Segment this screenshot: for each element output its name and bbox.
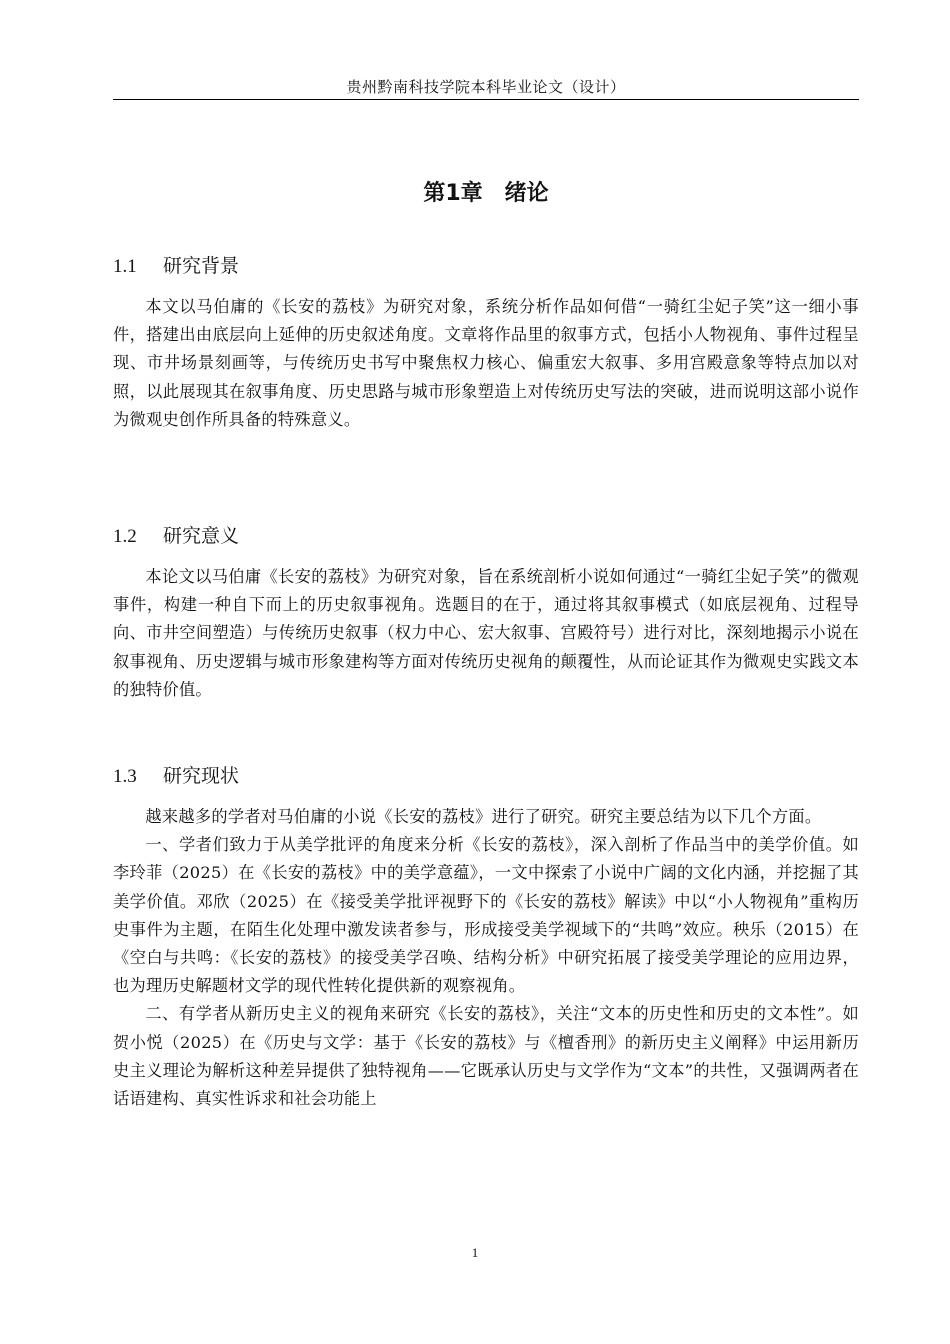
body-paragraph: 本论文以马伯庸《长安的荔枝》为研究对象，旨在系统剖析小说如何通过“一骑红尘妃子笑”的微观事件，构建一种自下而上的历史叙事视角。选题目的在于，通过将其叙事模式（如底层视角、过程导向、市井空间塑造）与传统历史叙事（权力中心、宏大叙事、宫殿符号）进行对比，深刻地揭示小说在叙事视角、历史逻辑与城市形象建构等方面对传统历史视角的颠覆性，从而论证其作为微观史实践文本的独特价值。 — [113, 567, 859, 699]
running-header: 贵州黔南科技学院本科毕业论文（设计） — [346, 78, 626, 96]
section-number: 1.3 — [113, 766, 137, 787]
section-title: 研究意义 — [163, 525, 240, 547]
section-heading — [113, 252, 859, 281]
section-heading — [113, 762, 859, 791]
section-number: 1.1 — [113, 256, 137, 277]
section-title: 研究现状 — [163, 765, 240, 787]
section-research-status — [113, 762, 859, 1113]
section-research-background — [113, 252, 859, 434]
chapter-title: 第1章 绪论 — [423, 181, 549, 206]
header-rule — [113, 99, 859, 100]
page-number: 1 — [471, 1245, 479, 1260]
body-paragraph: 二、有学者从新历史主义的视角来研究《长安的荔枝》，关注“文本的历史性和历史的文本性”。如贺小悦（2025）在《历史与文学：基于《长安的荔枝》与《檀香刑》的新历史主义阐释》中运用新历史主义理论为解析这种差异提供了独特视角——它既承认历史与文学作为“文本”的共性，又强调两者在话语建构、真实性诉求和社会功能上 — [113, 1004, 859, 1109]
body-paragraph: 一、学者们致力于从美学批评的角度来分析《长安的荔枝》，深入剖析了作品当中的美学价值。如李玲菲（2025）在《长安的荔枝》中的美学意蕴》，一文中探索了小说中广阔的文化内涵，并挖掘了其美学价值。邓欣（2025）在《接受美学批评视野下的《长安的荔枝》解读》中以“小人物视角”重构历史事件为主题，在陌生化处理中激发读者参与，形成接受美学视域下的“共鸣”效应。秧乐（2015）在《空白与共鸣：《长安的荔枝》的接受美学召唤、结构分析》中研究拓展了接受美学理论的应用边界，也为理历史解题材文学的现代性转化提供新的观察视角。 — [113, 835, 859, 996]
section-number: 1.2 — [113, 526, 137, 547]
body-paragraph: 本文以马伯庸的《长安的荔枝》为研究对象，系统分析作品如何借“一骑红尘妃子笑”这一细小事件，搭建出由底层向上延伸的历史叙述角度。文章将作品里的叙事方式，包括小人物视角、事件过程呈现、市井场景刻画等，与传统历史书写中聚焦权力核心、偏重宏大叙事、多用宫殿意象等特点加以对照，以此展现其在叙事角度、历史思路与城市形象塑造上对传统历史写法的突破，进而说明这部小说作为微观史创作所具备的特殊意义。 — [113, 297, 859, 429]
body-paragraph: 越来越多的学者对马伯庸的小说《长安的荔枝》进行了研究。研究主要总结为以下几个方面。 — [145, 807, 822, 826]
section-heading — [113, 522, 859, 551]
section-title: 研究背景 — [163, 255, 240, 277]
section-research-significance — [113, 522, 859, 704]
